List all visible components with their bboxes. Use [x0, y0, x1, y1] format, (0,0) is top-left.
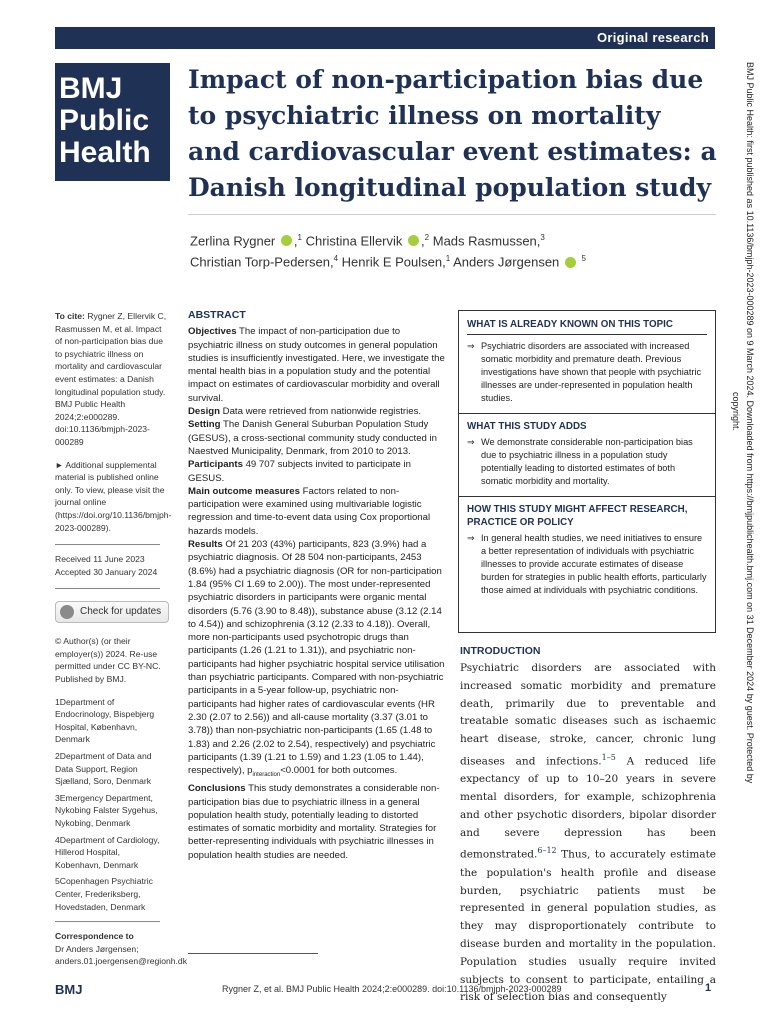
copyright-note: © Author(s) (or their employer(s)) 2024. Re-use permitted under CC BY-NC. Published by BMJ. — [55, 636, 161, 685]
check-updates-label: Check for updates — [80, 605, 162, 617]
received-date: Received 11 June 2023 — [55, 554, 145, 565]
supplemental-note[interactable]: ► Additional supplemental material is published online only. To view, please visit the journal online (https://doi.org/10.1136/bmjph-2023-000289). — [55, 459, 172, 533]
introduction-heading: INTRODUCTION — [460, 645, 541, 657]
title-divider — [188, 214, 716, 215]
affiliation: 5Copenhagen Psychiatric Center, Frederiksberg, Hovedstaden, Denmark — [55, 876, 153, 912]
box-heading-adds: WHAT THIS STUDY ADDS — [467, 421, 587, 432]
box-item-text: Psychiatric disorders are associated with increased somatic morbidity and premature death. Previous investigations have shown that people with psychiatric illnesses are under-represented in population health studies. — [481, 341, 702, 403]
box-item — [467, 340, 707, 405]
orcid-icon[interactable] — [281, 235, 292, 246]
orcid-icon[interactable] — [565, 257, 576, 268]
author-name[interactable]: Christina Ellervik — [305, 233, 403, 249]
affiliation-marker: 2 — [424, 233, 430, 242]
introduction-paragraph: Psychiatric disorders are associated with increased somatic morbidity and premature death, primarily due to preventable and treatable somatic diseases such as ischaemic heart disease, stroke, cancer, chronic lung diseases and infections.$^{1-5}$ A reduced life expectancy of up to 10–20 years in severe mental disorders, for example, schizophrenia and other psychotic disorders, bipolar disorder and severe depression has been demonstrated.$^{6-12}$ Thus, to accurately estimate the population's health profile and disease burden, psychiatric patients must be represented in general population studies, as they may disproportionately contribute to disease burden and mortality in the population. Population studies usually require invited subjects to consent to participate, entailing a risk of selection bias and consequently — [460, 662, 716, 1004]
logo-line-3: Health — [59, 136, 151, 169]
abstract-conclusions: Conclusions This study demonstrates a considerable non-participation bias due to psychiatric illness in a general population health study, potentially leading to distorted estimates of somatic morbidity and mortality. Strategies for better-representing individuals with psychiatric illnesses in population health studies are needed. — [188, 783, 440, 861]
box-item — [467, 532, 707, 597]
journal-logo — [55, 63, 170, 181]
author-name[interactable]: Zerlina Rygner — [190, 233, 276, 249]
affiliation-marker: 5 — [581, 254, 586, 264]
accepted-date: Accepted 30 January 2024 — [55, 566, 158, 577]
author-name[interactable]: Christian Torp-Pedersen, — [190, 254, 334, 270]
side-watermark — [728, 62, 768, 942]
side-line-2: copyright. — [731, 392, 741, 432]
affiliation-marker: 3 — [540, 233, 545, 242]
check-updates-button[interactable] — [55, 601, 169, 623]
divider — [55, 544, 160, 545]
affiliation: 3Emergency Department, Nykobing Falster Sygehus, Nykobing, Denmark — [55, 792, 158, 828]
box-heading-impact: HOW THIS STUDY MIGHT AFFECT RESEARCH, PRACTICE OR POLICY — [467, 504, 688, 528]
affiliation: 2Department of Data and Data Support, Region Sjælland, Soro, Denmark — [55, 751, 152, 787]
footer-logo: BMJ — [55, 982, 83, 997]
divider — [55, 588, 160, 589]
key-messages-box — [458, 310, 716, 633]
sidebar-metadata — [55, 310, 187, 968]
author-name[interactable]: Anders Jørgensen — [453, 254, 560, 270]
arrow-icon: ⇒ — [467, 341, 475, 351]
reference-link[interactable]: 6–12 — [537, 846, 557, 856]
arrow-icon: ⇒ — [467, 533, 475, 543]
logo-line-1: BMJ — [59, 72, 123, 105]
section-banner — [55, 27, 715, 49]
author-name[interactable]: Mads Rasmussen, — [432, 233, 541, 249]
cite-text: Rygner Z, Ellervik C, Rasmussen M, et al. Impact of non-participation bias due to psychiatric illness on mortality and cardiovascular event estimates: a Danish longitudinal population study. BMJ Public Health 2024;2:e000289. doi:10.1136/bmjph-2023-000289 — [55, 311, 167, 447]
footer-citation: Rygner Z, et al. BMJ Public Health 2024;2:e000289. doi:10.1136/bmjph-2023-000289 — [222, 984, 562, 994]
section-label: Original research — [596, 30, 709, 45]
crossmark-icon — [60, 605, 74, 619]
box-item-text: We demonstrate considerable non-participation bias due to psychiatric illness in a population study potentially leading to distorted estimates of both somatic morbidity and mortality. — [481, 437, 693, 486]
abstract-setting: Setting The Danish General Suburban Population Study (GESUS), a cross-sectional community study conducted in Naestved Municipality, Denmark, from 2010 to 2013. — [188, 419, 438, 457]
abstract-heading: ABSTRACT — [188, 309, 246, 321]
introduction-section — [460, 645, 716, 1007]
abstract-participants: Participants 49 707 subjects invited to participate in GESUS. — [188, 459, 411, 484]
abstract-results: Results Of 21 203 (43%) participants, 823 (3.9%) had a psychiatric diagnosis. Of 28 504 non-participants, 2453 (8.6%) had a psychiatric diagnosis (OR for non-participation 1.84 (95% CI 1.69 to 2.00)). The most under-represented psychiatric disorders in participants were organic mental disorders (5.76 (3.90 to 8.48)), substance abuse (3.12 (2.14 to 4.54)) and schizophrenia (3.12 (2.33 to 4.18)). Overall, more non-participants used psychotropic drugs than participants (1.26 (1.21 to 1.31)), and psychiatric non-participants had higher psychiatric hospital service utilisation than psychiatric participants. Compared with non-psychiatric participants in a 5-year follow-up, psychiatric non-participants had higher rates of cardiovascular events (HR 2.30 (2.07 to 2.56)) and all-cause mortality (3.37 (3.01 to 3.78)) than non-psychiatric non-participants (1.65 (1.48 to 1.83) and 2.26 (2.02 to 2.54), respectively) and psychiatric participants (1.39 (1.21 to 1.59) and 1.23 (1.05 to 1.44), respectively), $p_{interaction}<0.0001$ for both outcomes. — [188, 539, 445, 778]
abstract-design: Design Data were retrieved from nationwide registries. — [188, 406, 422, 418]
divider — [55, 921, 160, 922]
abstract-objectives: Objectives The impact of non-participation due to psychiatric illness on study outcomes in general population studies is insufficiently investigated. Here, we investigate the mental health bias in a population study and the potential impact on estimates of cardiovascular morbidity and overall survival. — [188, 326, 445, 404]
box-item-text: In general health studies, we need initiatives to ensure a better representation of individuals with psychiatric illnesses to provide accurate estimates of disease burden for strategies in public health efforts, particularly those aimed at individuals with psychiatric conditions. — [481, 533, 707, 595]
correspondence-label: Correspondence to — [55, 931, 134, 942]
footnote-divider — [188, 953, 318, 954]
article-title: Impact of non-participation bias due to psychiatric illness on mortality and cardiovascular event estimates: a Danish longitudinal population study — [188, 65, 717, 202]
arrow-icon: ⇒ — [467, 437, 475, 447]
page-number: 1 — [705, 982, 712, 994]
box-divider — [459, 496, 715, 497]
affiliation-marker: 1 — [445, 254, 451, 264]
side-line-1: BMJ Public Health: first published as 10.1136/bmjph-2023-000289 on 9 March 2024. Downloaded from https://bmjpublichealth.bmj.com on 31 December 2024 by guest. Protected by — [745, 62, 755, 784]
cite-label: To cite: — [55, 311, 85, 321]
box-item — [467, 436, 707, 488]
author-list: Zerlina Rygner ,$^1$ Christina Ellervik ,$^2$ Mads Rasmussen,$^3$ Christian Torp-Pedersen,$^4$ Henrik E Poulsen,$^1$ Anders Jørgensen $^5$ — [190, 233, 586, 270]
affiliation: 4Department of Cardiology, Hillerod Hospital, Kobenhavn, Denmark — [55, 834, 160, 870]
abstract-outcome: Main outcome measures Factors related to non-participation were examined using multivariable logistic regression and time-to-event data using Cox proportional hazards models. — [188, 485, 431, 537]
box-divider — [459, 413, 715, 414]
logo-line-2: Public — [59, 104, 150, 137]
correspondence-text[interactable]: Dr Anders Jørgensen; anders.01.joergensen@regionh.dk — [55, 943, 187, 967]
affiliation: 1Department of Endocrinology, Bispebjerg Hospital, København, Denmark — [55, 696, 155, 745]
citation-block — [55, 310, 167, 449]
affiliation-marker: 4 — [333, 254, 339, 264]
box-heading-known: WHAT IS ALREADY KNOWN ON THIS TOPIC — [467, 318, 707, 335]
affiliation-marker: 1 — [297, 233, 302, 242]
author-name[interactable]: Henrik E Poulsen, — [341, 254, 446, 270]
reference-link[interactable]: 1–5 — [601, 752, 616, 762]
abstract — [188, 309, 446, 862]
orcid-icon[interactable] — [408, 235, 419, 246]
